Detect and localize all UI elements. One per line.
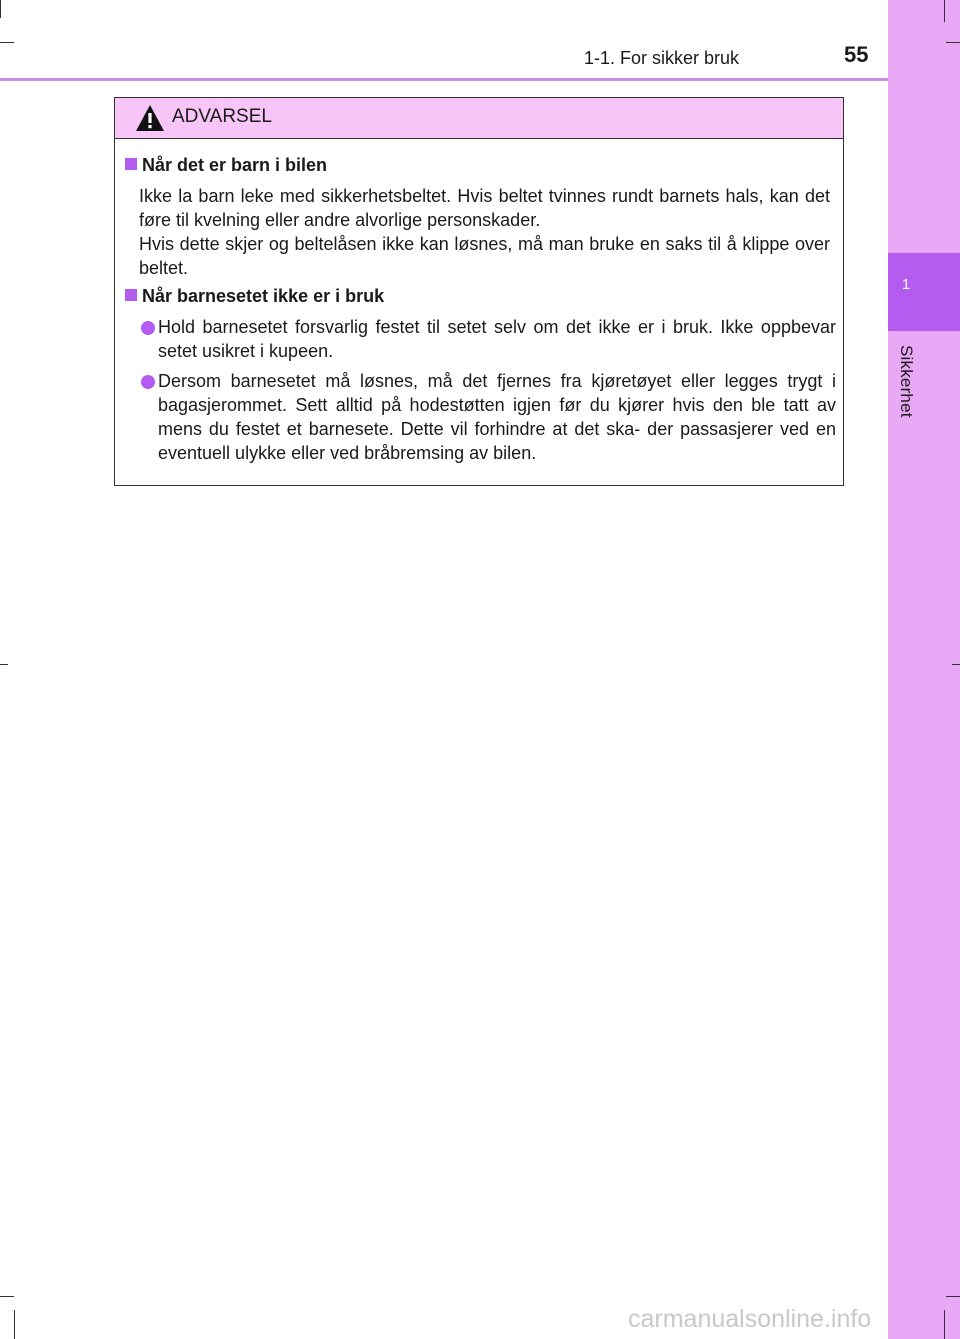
crop-mark — [0, 42, 14, 43]
round-bullet-icon — [141, 321, 155, 335]
crop-mark — [946, 42, 960, 43]
crop-mark — [944, 0, 945, 22]
side-tab-strip — [888, 0, 960, 1339]
section-heading: Når barnesetet ikke er i bruk — [125, 286, 384, 307]
bullet-text: Dersom barnesetet må løsnes, må det fjernes fra kjøretøyet eller legges trygt i bagasjerommet. Sett alltid på hodestøtten igjen før du kjører hvis den ble tatt av mens du festet et barnesete. Dette vil forhindre at det ska- der passasjerer ved en eventuell ulykke eller ved bråbremsing av bilen. — [158, 371, 836, 463]
header-rule — [0, 78, 888, 81]
round-bullet-icon — [141, 375, 155, 389]
crop-mark — [952, 664, 960, 665]
chapter-label: Sikkerhet — [897, 345, 916, 418]
warning-title: ADVARSEL — [172, 106, 272, 127]
warning-box — [114, 97, 844, 486]
page-number: 55 — [844, 42, 869, 67]
crop-mark — [0, 0, 1, 18]
warning-header — [115, 98, 843, 139]
section-heading: Når det er barn i bilen — [125, 155, 327, 176]
paragraph: Ikke la barn leke med sikkerhetsbeltet. Hvis beltet tvinnes rundt barnets hals, kan det føre til kvelning eller andre alvorlige personskader. — [139, 186, 830, 230]
chapter-number: 1 — [901, 276, 911, 293]
crop-mark — [946, 1296, 960, 1297]
crop-mark — [0, 1296, 14, 1297]
paragraph: Hvis dette skjer og beltelåsen ikke kan løsnes, må man bruke en saks til å klippe over beltet. — [139, 234, 830, 278]
crop-mark — [0, 664, 8, 665]
watermark: carmanualsonline.info — [628, 1305, 872, 1333]
crop-mark — [14, 1310, 15, 1339]
bullet-text: Hold barnesetet forsvarlig festet til setet selv om det ikke er i bruk. Ikke oppbevar setet usikret i kupeen. — [158, 317, 836, 361]
warning-triangle-icon — [135, 104, 165, 132]
square-bullet-icon — [125, 289, 137, 301]
section-title: 1-1. For sikker bruk — [584, 48, 740, 68]
square-bullet-icon — [125, 158, 137, 170]
crop-mark — [944, 1310, 945, 1339]
